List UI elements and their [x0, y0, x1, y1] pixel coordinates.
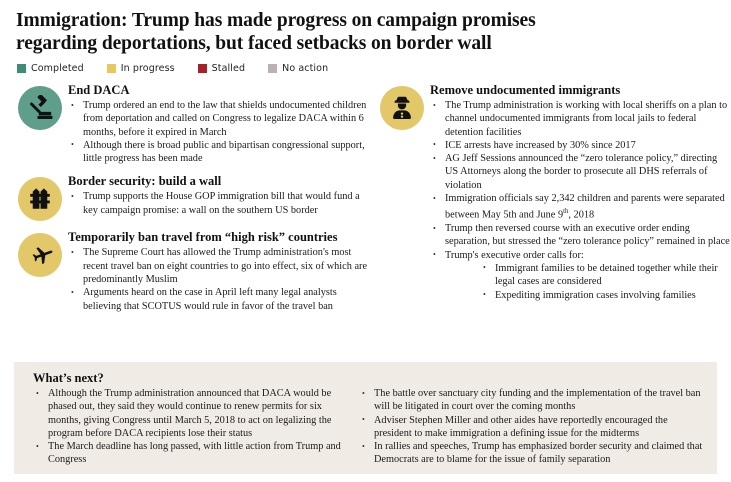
legend-item-in-progress	[107, 63, 175, 74]
icon-wrap-border-security	[14, 174, 66, 221]
legend-label-no-action: No action	[282, 63, 329, 74]
whats-next-heading: What’s next?	[33, 371, 104, 385]
section-border-security	[14, 174, 370, 221]
police-officer-icon	[389, 95, 415, 121]
section-body-remove-immigrants	[428, 83, 731, 302]
list-item: • The March deadline has long passed, with little action from Trump and Congress	[33, 440, 349, 467]
legend-label-stalled: Stalled	[211, 63, 246, 74]
legend-swatch-in-progress	[107, 64, 116, 73]
bullet-list-end-daca	[68, 99, 370, 165]
whats-next-left-bullets	[33, 387, 349, 467]
status-badge-in-progress	[380, 86, 424, 130]
section-heading-travel-ban: Temporarily ban travel from “high risk” countries	[68, 230, 338, 245]
whats-next-right-bullets	[359, 387, 703, 467]
section-heading-remove-immigrants: Remove undocumented immigrants	[430, 83, 621, 97]
section-heading-border-security: Border security: build a wall	[68, 174, 222, 189]
sup-bullet-ordinal: th	[563, 208, 569, 216]
whats-next-left-column	[33, 371, 349, 467]
right-column	[376, 83, 731, 322]
status-badge-in-progress	[18, 177, 62, 221]
section-end-daca	[14, 83, 370, 165]
section-body-border-security	[66, 174, 370, 217]
fence-icon	[27, 186, 53, 212]
bullet-list-border-security	[68, 190, 370, 217]
list-item-label: Trump's executive order calls for:	[445, 249, 584, 261]
list-item: • Trump ordered an end to the law that shields undocumented children from deportation and called on Congress to legalize DACA within 6 months, before it expired in March	[68, 99, 370, 139]
whats-next-panel	[14, 362, 717, 474]
icon-wrap-end-daca	[14, 83, 66, 130]
section-remove-undocumented-immigrants	[376, 83, 731, 302]
legend-item-completed	[17, 63, 84, 74]
legend-item-no-action	[268, 63, 328, 74]
section-body-travel-ban	[66, 230, 370, 312]
legend-label-completed: Completed	[31, 63, 84, 74]
sub-bullet-list	[445, 262, 731, 302]
list-item: • Immigrant families to be detained together while their legal cases are considered	[481, 262, 731, 289]
sup-bullet-after: , 2018	[568, 209, 595, 221]
legend-item-stalled	[198, 63, 245, 74]
list-item: • Arguments heard on the case in April left many legal analysts believing that SCOTUS would rule in favor of the travel ban	[68, 286, 370, 313]
list-item: • Adviser Stephen Miller and other aides have reportedly encouraged the president to make immigration a defining issue for the midterms	[359, 414, 703, 441]
status-legend	[0, 55, 731, 74]
sup-bullet-before: Immigration officials say 2,342 children and parents were separated between May 5th and June 9	[445, 193, 725, 221]
list-item: • Expediting immigration cases involving families	[481, 289, 731, 302]
section-body-end-daca	[66, 83, 370, 165]
airplane-icon	[27, 242, 54, 269]
list-item: • Trump then reversed course with an executive order ending separation, but stressed the “zero tolerance policy” remained in place	[430, 222, 731, 249]
list-item: • AG Jeff Sessions announced the “zero tolerance policy,” directing US Attorneys along the border to prosecute all DHS referrals of violation	[430, 152, 731, 192]
left-column	[14, 83, 370, 322]
content-columns	[0, 74, 731, 322]
whats-next-inner	[14, 362, 717, 467]
status-badge-in-progress	[18, 233, 62, 277]
page-title-line-2: regarding deportations, but faced setbacks on border wall	[16, 33, 492, 54]
list-item: • ICE arrests have increased by 30% since 2017	[430, 139, 731, 152]
legend-swatch-completed	[17, 64, 26, 73]
whats-next-right-column	[359, 371, 703, 467]
legend-swatch-stalled	[198, 64, 207, 73]
list-item-with-superscript	[430, 192, 731, 222]
section-heading-end-daca: End DACA	[68, 83, 130, 97]
legend-label-in-progress: In progress	[120, 63, 175, 74]
list-item: • Although the Trump administration announced that DACA would be phased out, they said they would continue to renew permits for six months, giving Congress until March 5, 2018 to act on legalizing the program before DACA recipients lose their status	[33, 387, 349, 440]
bullet-list-travel-ban	[68, 246, 370, 312]
list-item: • The battle over sanctuary city funding and the implementation of the travel ban will be litigated in court over the coming months	[359, 387, 703, 414]
status-badge-completed	[18, 86, 62, 130]
legend-swatch-no-action	[268, 64, 277, 73]
page-title	[0, 0, 731, 55]
list-item: • Trump supports the House GOP immigration bill that would fund a key campaign promise: a wall on the southern US border	[68, 190, 370, 217]
gavel-icon	[27, 95, 54, 122]
list-item: • Although there is broad public and bipartisan congressional support, little progress has been made	[68, 139, 370, 166]
icon-wrap-travel-ban	[14, 230, 66, 277]
bullet-list-remove-immigrants	[430, 99, 731, 302]
page-title-line-1: Immigration: Trump has made progress on campaign promises	[16, 10, 536, 31]
list-item: • The Supreme Court has allowed the Trump administration's most recent travel ban on eight countries to go into effect, six of which are predominantly Muslim	[68, 246, 370, 286]
list-item: • The Trump administration is working with local sheriffs on a plan to channel undocumented immigrants from local jails to federal detention facilities	[430, 99, 731, 139]
list-item	[430, 249, 731, 302]
icon-wrap-remove-immigrants	[376, 83, 428, 130]
section-travel-ban	[14, 230, 370, 312]
list-item: • In rallies and speeches, Trump has emphasized border security and claimed that Democrats are to blame for the issue of family separation	[359, 440, 703, 467]
